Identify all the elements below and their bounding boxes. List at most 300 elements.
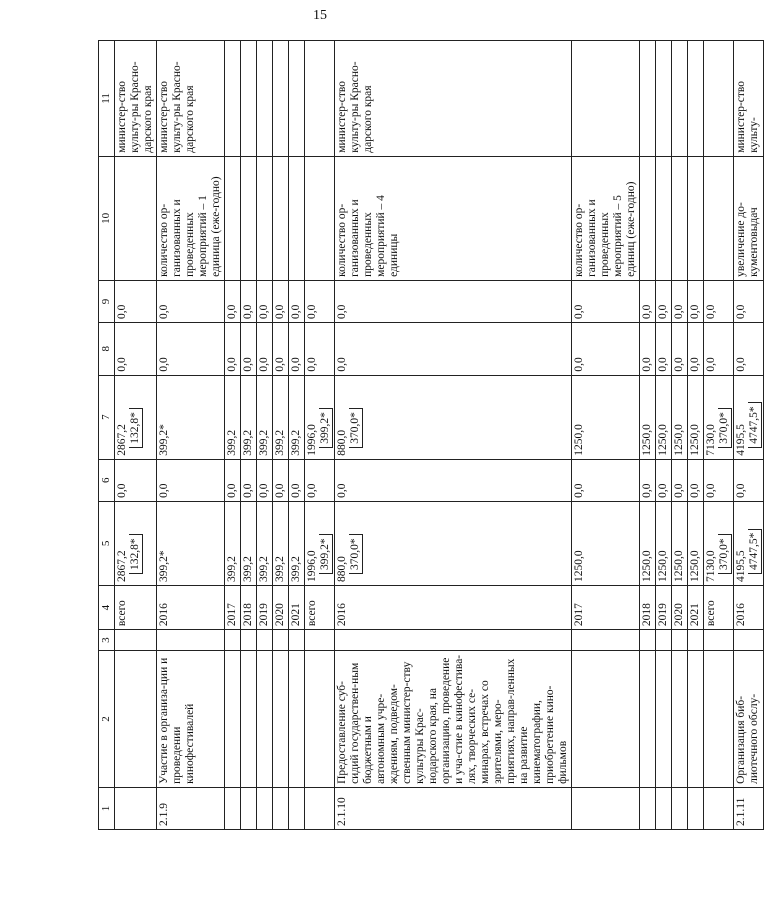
table-cell-c5: [335, 501, 572, 585]
table-row: [656, 41, 672, 830]
table-cell-c9: [241, 280, 257, 322]
table-cell-c9: [734, 280, 764, 322]
table-cell-c4: [688, 585, 704, 629]
table-cell-c3: [115, 630, 157, 651]
table-cell-c10: [225, 156, 241, 280]
table-cell-c4: [257, 585, 273, 629]
table-cell-c5: [672, 501, 688, 585]
cell-value: всего: [705, 600, 717, 627]
table-cell-c6: [734, 459, 764, 501]
cell-value: 399,2: [290, 429, 302, 456]
table-cell-c3: [305, 630, 335, 651]
table-cell-c7: [335, 375, 572, 459]
table-cell-c10: [572, 156, 640, 280]
table-cell-c6: [704, 459, 734, 501]
table-cell-c7: [289, 375, 305, 459]
table-cell-c1: [572, 787, 640, 829]
table-cell-c1: [157, 787, 225, 829]
cell-value: 0,0: [242, 304, 254, 319]
table-cell-c11: [241, 41, 257, 157]
table-cell-c3: [672, 630, 688, 651]
table-cell-c2: [704, 651, 734, 788]
cell-value: 1250,0: [657, 550, 669, 582]
header-row: [99, 41, 115, 830]
cell-value: 399,2: [274, 429, 286, 456]
table-cell-c2: [734, 651, 764, 788]
cell-value: Участие в организа-ции и проведении кинофестивалей: [158, 657, 196, 784]
cell-value: количество ор-ганизованных и проведенных мероприятий – 5 единиц (еже-годно): [573, 181, 637, 277]
cell-value: 1250,0: [657, 424, 669, 456]
cell-value: 0,0: [158, 483, 170, 498]
table-cell-c10: [257, 156, 273, 280]
cell-value: 0,0: [573, 304, 585, 319]
table-cell-c9: [157, 280, 225, 322]
cell-subvalue: 370,0*: [718, 408, 732, 448]
cell-value: 0,0: [274, 483, 286, 498]
table-cell-c1: [734, 787, 764, 829]
cell-value: 2020: [673, 603, 685, 627]
table-cell-c8: [305, 322, 335, 375]
table-cell-c1: [672, 787, 688, 829]
table-cell-c11: [115, 41, 157, 157]
table-cell-c8: [734, 322, 764, 375]
cell-value: 399,2: [274, 556, 286, 582]
cell-value: 0,0: [705, 483, 717, 498]
table-cell-c9: [688, 280, 704, 322]
table-cell-c7: [656, 375, 672, 459]
cell-value: 0,0: [116, 483, 128, 498]
rotated-table-container: [98, 40, 760, 830]
cell-value: 1996,0: [306, 424, 318, 456]
cell-value: 4195,5: [735, 424, 747, 456]
cell-value: 399,2: [258, 429, 270, 456]
table-cell-c8: [704, 322, 734, 375]
table-cell-c6: [640, 459, 656, 501]
cell-value: 0,0: [242, 357, 254, 372]
table-cell-c7: [572, 375, 640, 459]
cell-value: 2.1.10: [336, 797, 348, 826]
table-cell-c10: [734, 156, 764, 280]
cell-value: 399,2: [242, 556, 254, 582]
table-cell-c7: [257, 375, 273, 459]
table-cell-c3: [335, 630, 572, 651]
table-cell-c1: [640, 787, 656, 829]
cell-value: 2.1.9: [158, 803, 170, 826]
cell-value: 399,2*: [158, 550, 170, 582]
cell-value: 0,0: [641, 357, 653, 372]
cell-value: 2016: [735, 603, 747, 627]
table-cell-c6: [157, 459, 225, 501]
table-cell-c11: [640, 41, 656, 157]
cell-value: 7130,0: [705, 550, 717, 582]
table-cell-c8: [289, 322, 305, 375]
table-cell-c7: [225, 375, 241, 459]
cell-value: 0,0: [573, 357, 585, 372]
table-cell-c3: [656, 630, 672, 651]
table-cell-c7: [688, 375, 704, 459]
cell-value: 2867,2: [116, 550, 128, 582]
table-cell-c5: [704, 501, 734, 585]
table-cell-c10: [704, 156, 734, 280]
cell-value: 0,0: [657, 357, 669, 372]
table-cell-c7: [734, 375, 764, 459]
table-cell-c11: [289, 41, 305, 157]
table-cell-c5: [257, 501, 273, 585]
table-cell-c7: [157, 375, 225, 459]
cell-subvalue: 132,8*: [129, 408, 143, 448]
table-cell-c8: [225, 322, 241, 375]
cell-value: министер-ство культу-ры Красно-дарского края: [116, 61, 154, 153]
table-cell-c4: [157, 585, 225, 629]
cell-value: 0,0: [673, 483, 685, 498]
table-cell-c6: [241, 459, 257, 501]
table-cell-c9: [115, 280, 157, 322]
table-cell-c7: [672, 375, 688, 459]
table-cell-c6: [688, 459, 704, 501]
cell-value: 0,0: [673, 304, 685, 319]
table-cell-c10: [157, 156, 225, 280]
table-cell-c9: [672, 280, 688, 322]
cell-value: 0,0: [306, 357, 318, 372]
table-cell-c1: [305, 787, 335, 829]
table-cell-c3: [704, 630, 734, 651]
table-cell-c6: [289, 459, 305, 501]
table-cell-c11: [273, 41, 289, 157]
table-row: [273, 41, 289, 830]
cell-value: 2021: [689, 603, 701, 627]
table-cell-c3: [225, 630, 241, 651]
cell-value: 0,0: [735, 483, 747, 498]
cell-value: 2.1.11: [735, 797, 747, 826]
cell-value: 0,0: [274, 357, 286, 372]
table-cell-c2: [572, 651, 640, 788]
table-cell-c11: [157, 41, 225, 157]
table-cell-c4: [672, 585, 688, 629]
cell-value: 0,0: [306, 483, 318, 498]
table-cell-c8: [572, 322, 640, 375]
cell-value: 2018: [641, 603, 653, 627]
table-cell-c2: [335, 651, 572, 788]
cell-value: 1250,0: [641, 550, 653, 582]
table-cell-c9: [656, 280, 672, 322]
cell-value: 0,0: [290, 304, 302, 319]
cell-value: 0,0: [657, 483, 669, 498]
table-cell-c4: [734, 585, 764, 629]
table-cell-c6: [656, 459, 672, 501]
table-cell-c8: [157, 322, 225, 375]
table-cell-c5: [688, 501, 704, 585]
table-cell-c10: [115, 156, 157, 280]
table-cell-c5: [157, 501, 225, 585]
cell-value: 1250,0: [689, 424, 701, 456]
cell-value: 0,0: [336, 483, 348, 498]
table-cell-c7: [241, 375, 257, 459]
cell-value: 2019: [258, 603, 270, 627]
table-cell-c10: [273, 156, 289, 280]
table-row: [115, 41, 157, 830]
table-row: [335, 41, 572, 830]
table-cell-c8: [688, 322, 704, 375]
cell-value: всего: [116, 600, 128, 627]
table-cell-c2: [688, 651, 704, 788]
cell-value: министер-ство культу-ры Красно-дарского края: [158, 61, 196, 153]
cell-value: 0,0: [735, 304, 747, 319]
table-cell-c7: [305, 375, 335, 459]
table-cell-c3: [572, 630, 640, 651]
table-cell-c11: [225, 41, 241, 157]
table-cell-c6: [225, 459, 241, 501]
table-cell-c5: [273, 501, 289, 585]
table-cell-c1: [241, 787, 257, 829]
cell-value: Организация биб-лиотечного обслу-: [735, 693, 760, 784]
table-cell-c5: [115, 501, 157, 585]
page-number: 15: [313, 8, 327, 23]
table-cell-c10: [335, 156, 572, 280]
cell-value: 2016: [336, 603, 348, 627]
col-header: 4: [99, 585, 115, 629]
cell-value: 0,0: [158, 304, 170, 319]
col-header: 1: [99, 787, 115, 829]
table-cell-c11: [672, 41, 688, 157]
table-cell-c2: [640, 651, 656, 788]
col-header: 11: [99, 41, 115, 157]
table-cell-c6: [572, 459, 640, 501]
table-row: [241, 41, 257, 830]
cell-value: 1996,0: [306, 550, 318, 582]
table-cell-c9: [289, 280, 305, 322]
table-cell-c1: [704, 787, 734, 829]
table-cell-c3: [734, 630, 764, 651]
table-cell-c6: [335, 459, 572, 501]
table-cell-c11: [704, 41, 734, 157]
table-cell-c2: [672, 651, 688, 788]
table-cell-c6: [115, 459, 157, 501]
cell-value: 1250,0: [641, 424, 653, 456]
table-row: [672, 41, 688, 830]
table-body: [115, 41, 764, 830]
table-cell-c9: [225, 280, 241, 322]
cell-value: 1250,0: [673, 424, 685, 456]
cell-value: 0,0: [116, 357, 128, 372]
table-row: [640, 41, 656, 830]
table-cell-c10: [640, 156, 656, 280]
cell-value: 399,2*: [158, 424, 170, 456]
cell-value: 2017: [573, 603, 585, 627]
table-cell-c10: [656, 156, 672, 280]
table-cell-c11: [688, 41, 704, 157]
table-cell-c9: [257, 280, 273, 322]
table-cell-c1: [273, 787, 289, 829]
table-cell-c3: [640, 630, 656, 651]
cell-value: 0,0: [641, 304, 653, 319]
table-cell-c1: [335, 787, 572, 829]
table-cell-c4: [572, 585, 640, 629]
cell-value: 0,0: [689, 483, 701, 498]
table-row: [305, 41, 335, 830]
cell-value: 399,2: [226, 429, 238, 456]
cell-value: 0,0: [689, 304, 701, 319]
cell-subvalue: 132,8*: [129, 534, 143, 574]
table-cell-c11: [257, 41, 273, 157]
col-header: 9: [99, 280, 115, 322]
col-header: 6: [99, 459, 115, 501]
table-cell-c10: [289, 156, 305, 280]
cell-value: 2018: [242, 603, 254, 627]
table-cell-c3: [273, 630, 289, 651]
table-row: [257, 41, 273, 830]
cell-value: 0,0: [242, 483, 254, 498]
table-cell-c11: [572, 41, 640, 157]
table-cell-c7: [640, 375, 656, 459]
cell-value: 0,0: [226, 304, 238, 319]
cell-value: 0,0: [657, 304, 669, 319]
cell-value: 0,0: [116, 304, 128, 319]
col-header: 5: [99, 501, 115, 585]
table-cell-c11: [656, 41, 672, 157]
cell-value: министер-ство культу-: [735, 80, 760, 153]
cell-value: 2016: [158, 603, 170, 627]
table-cell-c10: [305, 156, 335, 280]
table-cell-c1: [688, 787, 704, 829]
table-cell-c1: [656, 787, 672, 829]
table-cell-c6: [273, 459, 289, 501]
table-cell-c2: [289, 651, 305, 788]
cell-value: 0,0: [274, 304, 286, 319]
cell-subvalue: 370,0*: [349, 408, 363, 448]
col-header: 3: [99, 630, 115, 651]
cell-value: 0,0: [336, 304, 348, 319]
table-row: [734, 41, 764, 830]
table-cell-c5: [640, 501, 656, 585]
table-row: [289, 41, 305, 830]
cell-value: 1250,0: [573, 550, 585, 582]
cell-value: 0,0: [336, 357, 348, 372]
cell-value: 0,0: [735, 357, 747, 372]
cell-value: количество ор-ганизованных и проведенных мероприятий – 4 единицы: [336, 195, 400, 277]
cell-value: 2019: [657, 603, 669, 627]
table-cell-c9: [305, 280, 335, 322]
table-cell-c4: [289, 585, 305, 629]
table-cell-c1: [225, 787, 241, 829]
cell-value: 0,0: [290, 357, 302, 372]
table-cell-c5: [734, 501, 764, 585]
table-row: [688, 41, 704, 830]
col-header: 7: [99, 375, 115, 459]
cell-value: 399,2: [242, 429, 254, 456]
cell-subvalue: 4747,5*: [748, 529, 762, 574]
program-table: [98, 40, 764, 830]
table-cell-c7: [704, 375, 734, 459]
cell-subvalue: 399,2*: [319, 534, 333, 574]
col-header: 8: [99, 322, 115, 375]
table-cell-c2: [273, 651, 289, 788]
cell-value: 7130,0: [705, 424, 717, 456]
table-cell-c8: [241, 322, 257, 375]
table-cell-c11: [305, 41, 335, 157]
table-row: [157, 41, 225, 830]
table-cell-c4: [115, 585, 157, 629]
cell-value: 0,0: [705, 304, 717, 319]
table-cell-c6: [305, 459, 335, 501]
table-cell-c5: [305, 501, 335, 585]
table-cell-c8: [115, 322, 157, 375]
cell-value: 0,0: [158, 357, 170, 372]
table-cell-c3: [688, 630, 704, 651]
table-cell-c2: [115, 651, 157, 788]
cell-subvalue: 399,2*: [319, 408, 333, 448]
table-row: [572, 41, 640, 830]
table-cell-c9: [273, 280, 289, 322]
table-row: [225, 41, 241, 830]
cell-value: 0,0: [258, 357, 270, 372]
cell-value: 2867,2: [116, 424, 128, 456]
table-cell-c11: [734, 41, 764, 157]
table-cell-c4: [273, 585, 289, 629]
table-cell-c6: [672, 459, 688, 501]
cell-value: 0,0: [705, 357, 717, 372]
cell-value: 0,0: [689, 357, 701, 372]
table-cell-c8: [257, 322, 273, 375]
table-cell-c9: [704, 280, 734, 322]
table-cell-c2: [225, 651, 241, 788]
cell-value: 4195,5: [735, 550, 747, 582]
table-cell-c4: [335, 585, 572, 629]
table-cell-c2: [157, 651, 225, 788]
table-cell-c2: [257, 651, 273, 788]
col-header: 2: [99, 651, 115, 788]
table-cell-c5: [289, 501, 305, 585]
table-cell-c1: [257, 787, 273, 829]
table-cell-c4: [704, 585, 734, 629]
cell-value: 399,2: [226, 556, 238, 582]
cell-value: 399,2: [290, 556, 302, 582]
table-cell-c6: [257, 459, 273, 501]
table-cell-c3: [289, 630, 305, 651]
cell-subvalue: 4747,5*: [748, 402, 762, 447]
table-cell-c9: [640, 280, 656, 322]
table-cell-c5: [225, 501, 241, 585]
table-cell-c4: [305, 585, 335, 629]
cell-value: 2020: [274, 603, 286, 627]
table-cell-c1: [115, 787, 157, 829]
table-cell-c4: [640, 585, 656, 629]
table-cell-c4: [225, 585, 241, 629]
table-cell-c4: [656, 585, 672, 629]
table-cell-c1: [289, 787, 305, 829]
table-cell-c10: [672, 156, 688, 280]
cell-subvalue: 370,0*: [718, 534, 732, 574]
cell-value: 399,2: [258, 556, 270, 582]
table-cell-c10: [241, 156, 257, 280]
table-cell-c9: [572, 280, 640, 322]
table-cell-c9: [335, 280, 572, 322]
table-cell-c3: [241, 630, 257, 651]
table-cell-c7: [115, 375, 157, 459]
table-cell-c8: [672, 322, 688, 375]
col-header: 10: [99, 156, 115, 280]
table-cell-c7: [273, 375, 289, 459]
cell-value: 2017: [226, 603, 238, 627]
cell-value: 1250,0: [673, 550, 685, 582]
table-cell-c8: [273, 322, 289, 375]
table-cell-c2: [305, 651, 335, 788]
table-cell-c2: [241, 651, 257, 788]
cell-value: 0,0: [641, 483, 653, 498]
table-cell-c10: [688, 156, 704, 280]
cell-value: 0,0: [573, 483, 585, 498]
table-cell-c8: [640, 322, 656, 375]
cell-value: 0,0: [306, 304, 318, 319]
